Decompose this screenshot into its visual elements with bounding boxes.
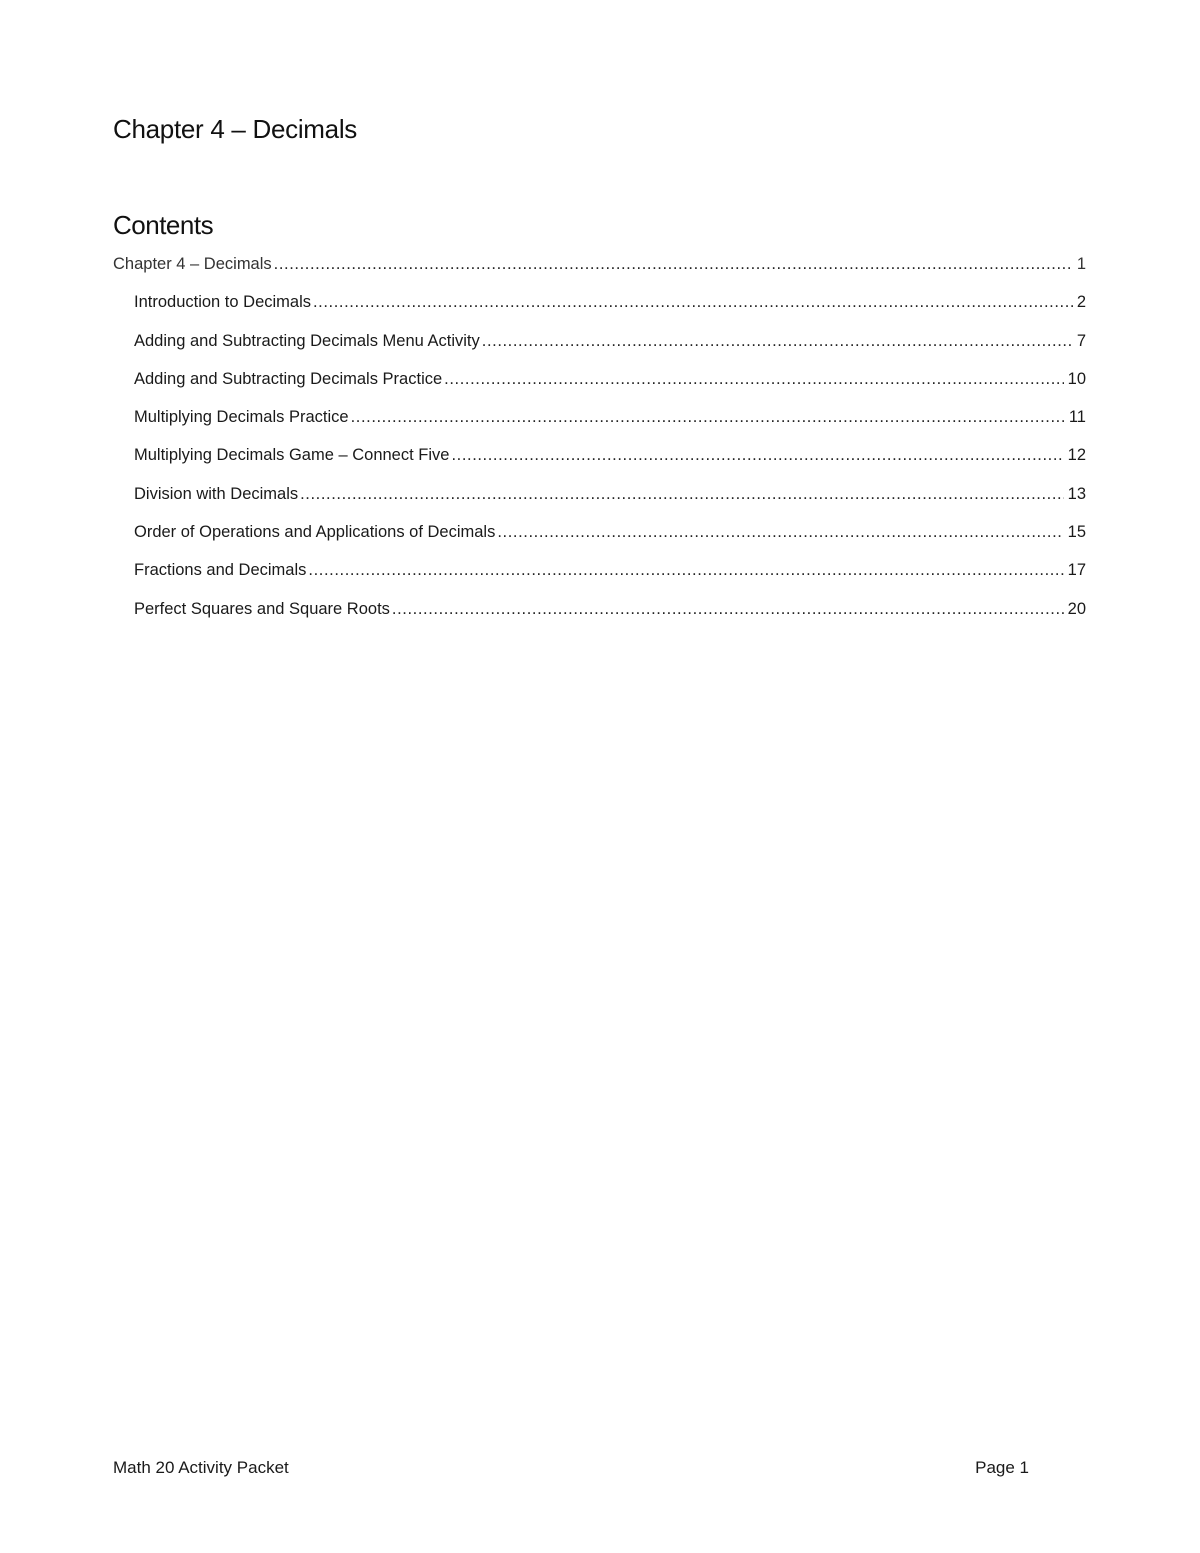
toc-entry-label: Multiplying Decimals Practice [134,408,349,427]
contents-heading: Contents [113,210,214,240]
toc-entry-fractions[interactable] [113,556,1086,594]
toc-entry-page: 1 [1076,255,1086,273]
toc-entry-chapter-4[interactable] [113,250,1086,288]
toc-entry-label: Multiplying Decimals Game – Connect Five [134,446,450,465]
toc-entry-page: 2 [1076,293,1086,312]
toc-dot-leader [392,595,1064,623]
toc-entry-label: Fractions and Decimals [134,561,307,580]
toc-entry-page: 20 [1067,599,1086,618]
toc-entry-label: Division with Decimals [134,484,299,503]
toc-entry-connect-five[interactable] [113,441,1086,479]
toc-entry-perfect-squares[interactable] [113,595,1086,633]
toc-entry-label: Adding and Subtracting Decimals Menu Activity [134,331,480,350]
toc-dot-leader [313,288,1073,316]
footer-page-number: Page 1 [975,1458,1029,1477]
toc-entry-menu-activity[interactable] [113,327,1086,365]
toc-entry-label: Chapter 4 – Decimals [113,255,272,273]
toc-dot-leader [351,403,1065,431]
table-of-contents [113,250,1086,633]
toc-entry-introduction[interactable] [113,288,1086,326]
toc-entry-page: 7 [1076,331,1086,350]
toc-entry-page: 11 [1068,408,1086,427]
toc-entry-label: Adding and Subtracting Decimals Practice [134,369,443,388]
toc-dot-leader [444,365,1063,393]
toc-entry-label: Introduction to Decimals [134,293,311,312]
toc-dot-leader [451,441,1063,469]
toc-dot-leader [308,556,1063,584]
toc-dot-leader [482,327,1073,355]
toc-entry-order-of-operations[interactable] [113,518,1086,556]
toc-entry-add-subtract-practice[interactable] [113,365,1086,403]
chapter-title: Chapter 4 – Decimals [113,114,357,144]
toc-entry-page: 10 [1067,369,1086,388]
footer-document-title: Math 20 Activity Packet [113,1458,289,1477]
toc-entry-division[interactable] [113,480,1086,518]
toc-entry-multiplying-practice[interactable] [113,403,1086,441]
toc-entry-page: 17 [1067,561,1086,580]
toc-dot-leader [274,250,1073,278]
toc-entry-label: Perfect Squares and Square Roots [134,599,390,618]
toc-entry-label: Order of Operations and Applications of Decimals [134,523,496,542]
toc-entry-page: 12 [1067,446,1086,465]
toc-entry-page: 13 [1067,484,1086,503]
toc-dot-leader [300,480,1064,508]
toc-entry-page: 15 [1067,523,1086,542]
toc-dot-leader [497,518,1063,546]
